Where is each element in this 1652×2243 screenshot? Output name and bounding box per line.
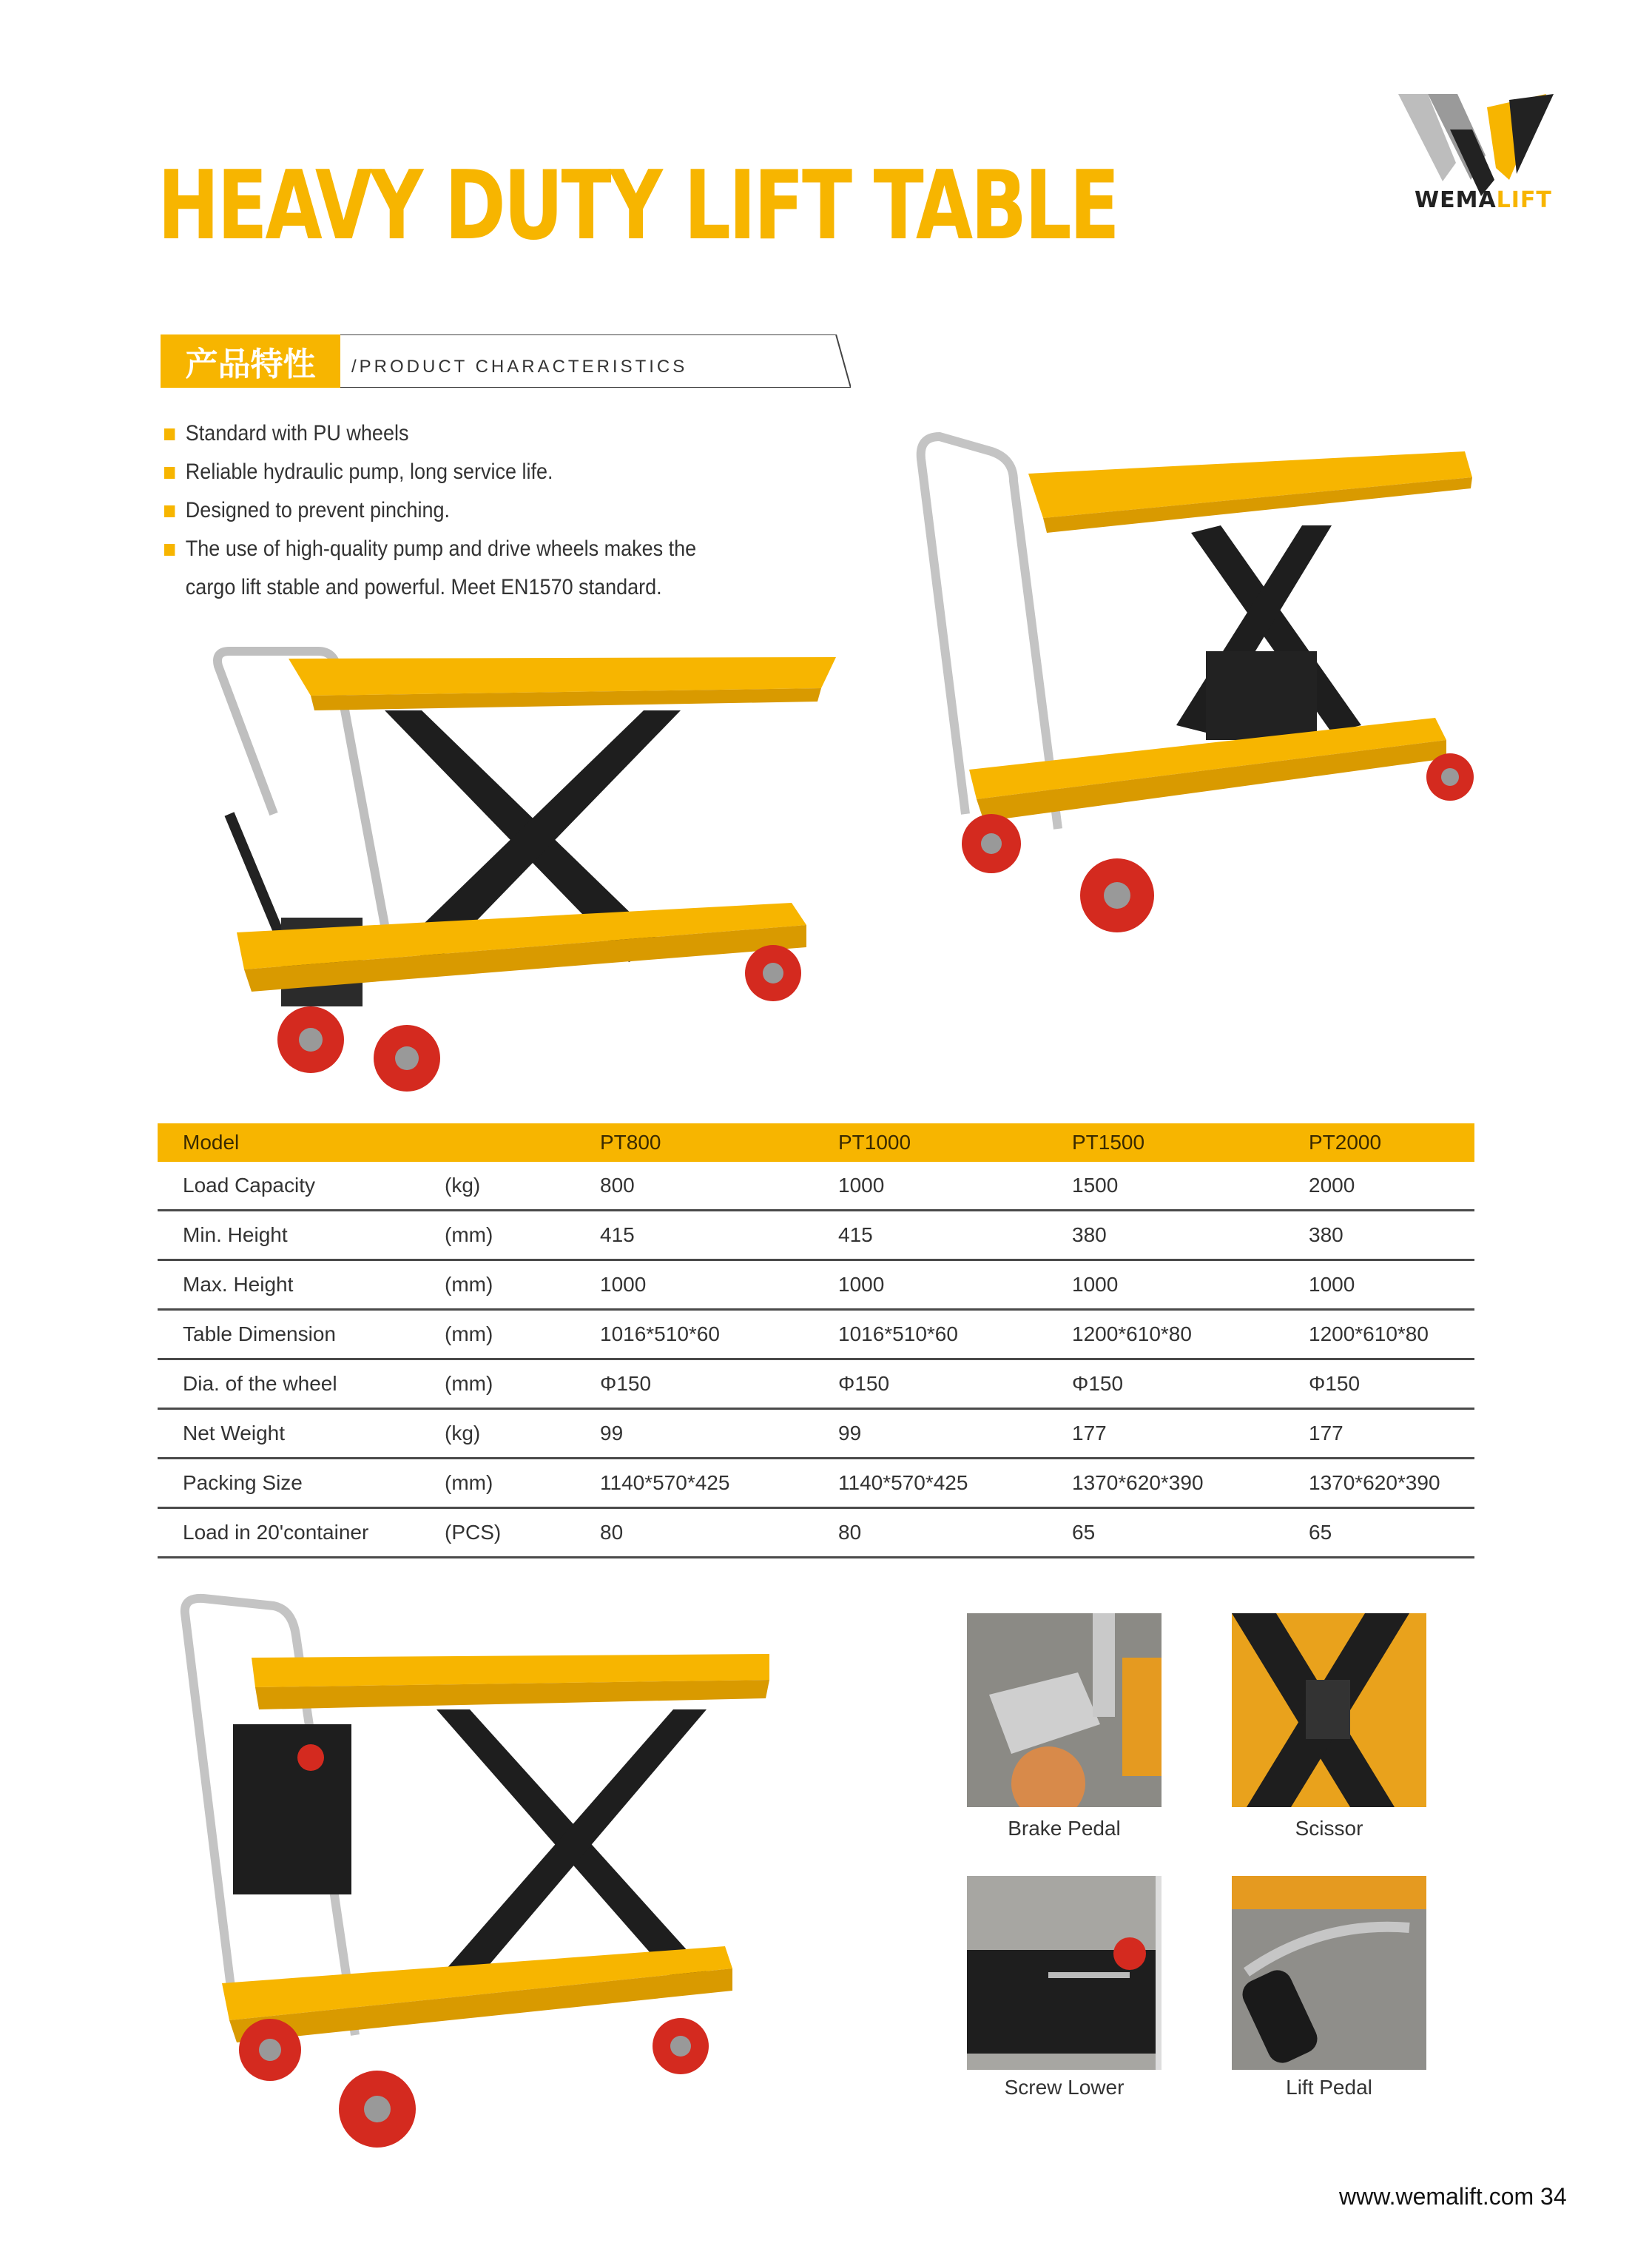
cell: Φ150 (1309, 1359, 1474, 1409)
spec-table (158, 1123, 1474, 1558)
cell: 80 (600, 1508, 838, 1558)
row-label: Net Weight (158, 1409, 445, 1459)
row-label: Max. Height (158, 1260, 445, 1310)
brake-pedal-photo (967, 1613, 1162, 1807)
logo-wordmark-part1: WEMA (1415, 187, 1497, 213)
cell: 99 (600, 1409, 838, 1459)
header-pt1500: PT1500 (1072, 1123, 1309, 1162)
row-unit: (mm) (445, 1359, 600, 1409)
screw-lower-photo (967, 1876, 1162, 2070)
feature-item: The use of high-quality pump and drive wheels makes the (164, 530, 758, 568)
row-label: Packing Size (158, 1459, 445, 1508)
row-unit: (mm) (445, 1260, 600, 1310)
section-heading-en: /PRODUCT CHARACTERISTICS (351, 357, 688, 377)
cell: 1140*570*425 (600, 1459, 838, 1508)
cell: 1000 (600, 1260, 838, 1310)
row-unit: (mm) (445, 1459, 600, 1508)
feature-item-continued: cargo lift stable and powerful. Meet EN1570 standard. (185, 575, 662, 599)
cell: 380 (1072, 1211, 1309, 1260)
cell: 1016*510*60 (838, 1310, 1072, 1359)
scissor-photo (1232, 1613, 1426, 1807)
cell: 1370*620*390 (1309, 1459, 1474, 1508)
header-pt2000: PT2000 (1309, 1123, 1474, 1162)
cell: 800 (600, 1162, 838, 1211)
section-heading-cn: 产品特性 (161, 334, 340, 388)
feature-item: Reliable hydraulic pump, long service life. (164, 453, 758, 491)
cell: 415 (600, 1211, 838, 1260)
row-unit: (mm) (445, 1211, 600, 1260)
header-unit (445, 1123, 600, 1162)
cell: Φ150 (838, 1359, 1072, 1409)
footer-website[interactable]: www.wemalift.com (1339, 2183, 1534, 2210)
row-label: Load in 20'container (158, 1508, 445, 1558)
row-label: Dia. of the wheel (158, 1359, 445, 1409)
cell: 1000 (838, 1260, 1072, 1310)
footer (1339, 2183, 1567, 2210)
row-unit: (kg) (445, 1162, 600, 1211)
cell: 1000 (1309, 1260, 1474, 1310)
table-row (158, 1310, 1474, 1359)
cell: 1016*510*60 (600, 1310, 838, 1359)
header-pt800: PT800 (600, 1123, 838, 1162)
page-title: HEAVY DUTY LIFT TABLE (158, 151, 1118, 261)
row-label: Table Dimension (158, 1310, 445, 1359)
cell: 1000 (1072, 1260, 1309, 1310)
table-row (158, 1162, 1474, 1211)
header-model: Model (158, 1123, 445, 1162)
cell: 65 (1072, 1508, 1309, 1558)
table-row (158, 1508, 1474, 1558)
detail-caption: Scissor (1295, 1817, 1363, 1840)
table-row (158, 1260, 1474, 1310)
detail-caption: Brake Pedal (1008, 1817, 1121, 1840)
cell: 80 (838, 1508, 1072, 1558)
table-row (158, 1409, 1474, 1459)
feature-item: Standard with PU wheels (164, 414, 758, 453)
cell: 2000 (1309, 1162, 1474, 1211)
table-row (158, 1211, 1474, 1260)
cell: 1370*620*390 (1072, 1459, 1309, 1508)
logo-wordmark (1415, 187, 1552, 213)
feature-list (164, 414, 741, 607)
lift-table-photo-side (163, 1591, 806, 2153)
cell: 415 (838, 1211, 1072, 1260)
header-pt1000: PT1000 (838, 1123, 1072, 1162)
logo-wordmark-part2: LIFT (1496, 187, 1552, 213)
cell: 65 (1309, 1508, 1474, 1558)
row-unit: (kg) (445, 1409, 600, 1459)
table-row (158, 1359, 1474, 1409)
spec-table-header (158, 1123, 1474, 1162)
cell: 380 (1309, 1211, 1474, 1260)
row-label: Load Capacity (158, 1162, 445, 1211)
row-unit: (PCS) (445, 1508, 600, 1558)
feature-item: Designed to prevent pinching. (164, 491, 758, 530)
page-number: 34 (1540, 2183, 1567, 2210)
cell: 1140*570*425 (838, 1459, 1072, 1508)
cell: Φ150 (1072, 1359, 1309, 1409)
detail-caption: Lift Pedal (1286, 2076, 1372, 2099)
row-label: Min. Height (158, 1211, 445, 1260)
cell: 1500 (1072, 1162, 1309, 1211)
cell: Φ150 (600, 1359, 838, 1409)
lift-table-photo-angle (903, 429, 1480, 947)
cell: 177 (1072, 1409, 1309, 1459)
lift-pedal-photo (1232, 1876, 1426, 2070)
cell: 1200*610*80 (1309, 1310, 1474, 1359)
cell: 99 (838, 1409, 1072, 1459)
cell: 177 (1309, 1409, 1474, 1459)
detail-caption: Screw Lower (1004, 2076, 1125, 2099)
cell: 1000 (838, 1162, 1072, 1211)
cell: 1200*610*80 (1072, 1310, 1309, 1359)
table-row (158, 1459, 1474, 1508)
row-unit: (mm) (445, 1310, 600, 1359)
lift-table-photo-front (185, 636, 851, 1095)
